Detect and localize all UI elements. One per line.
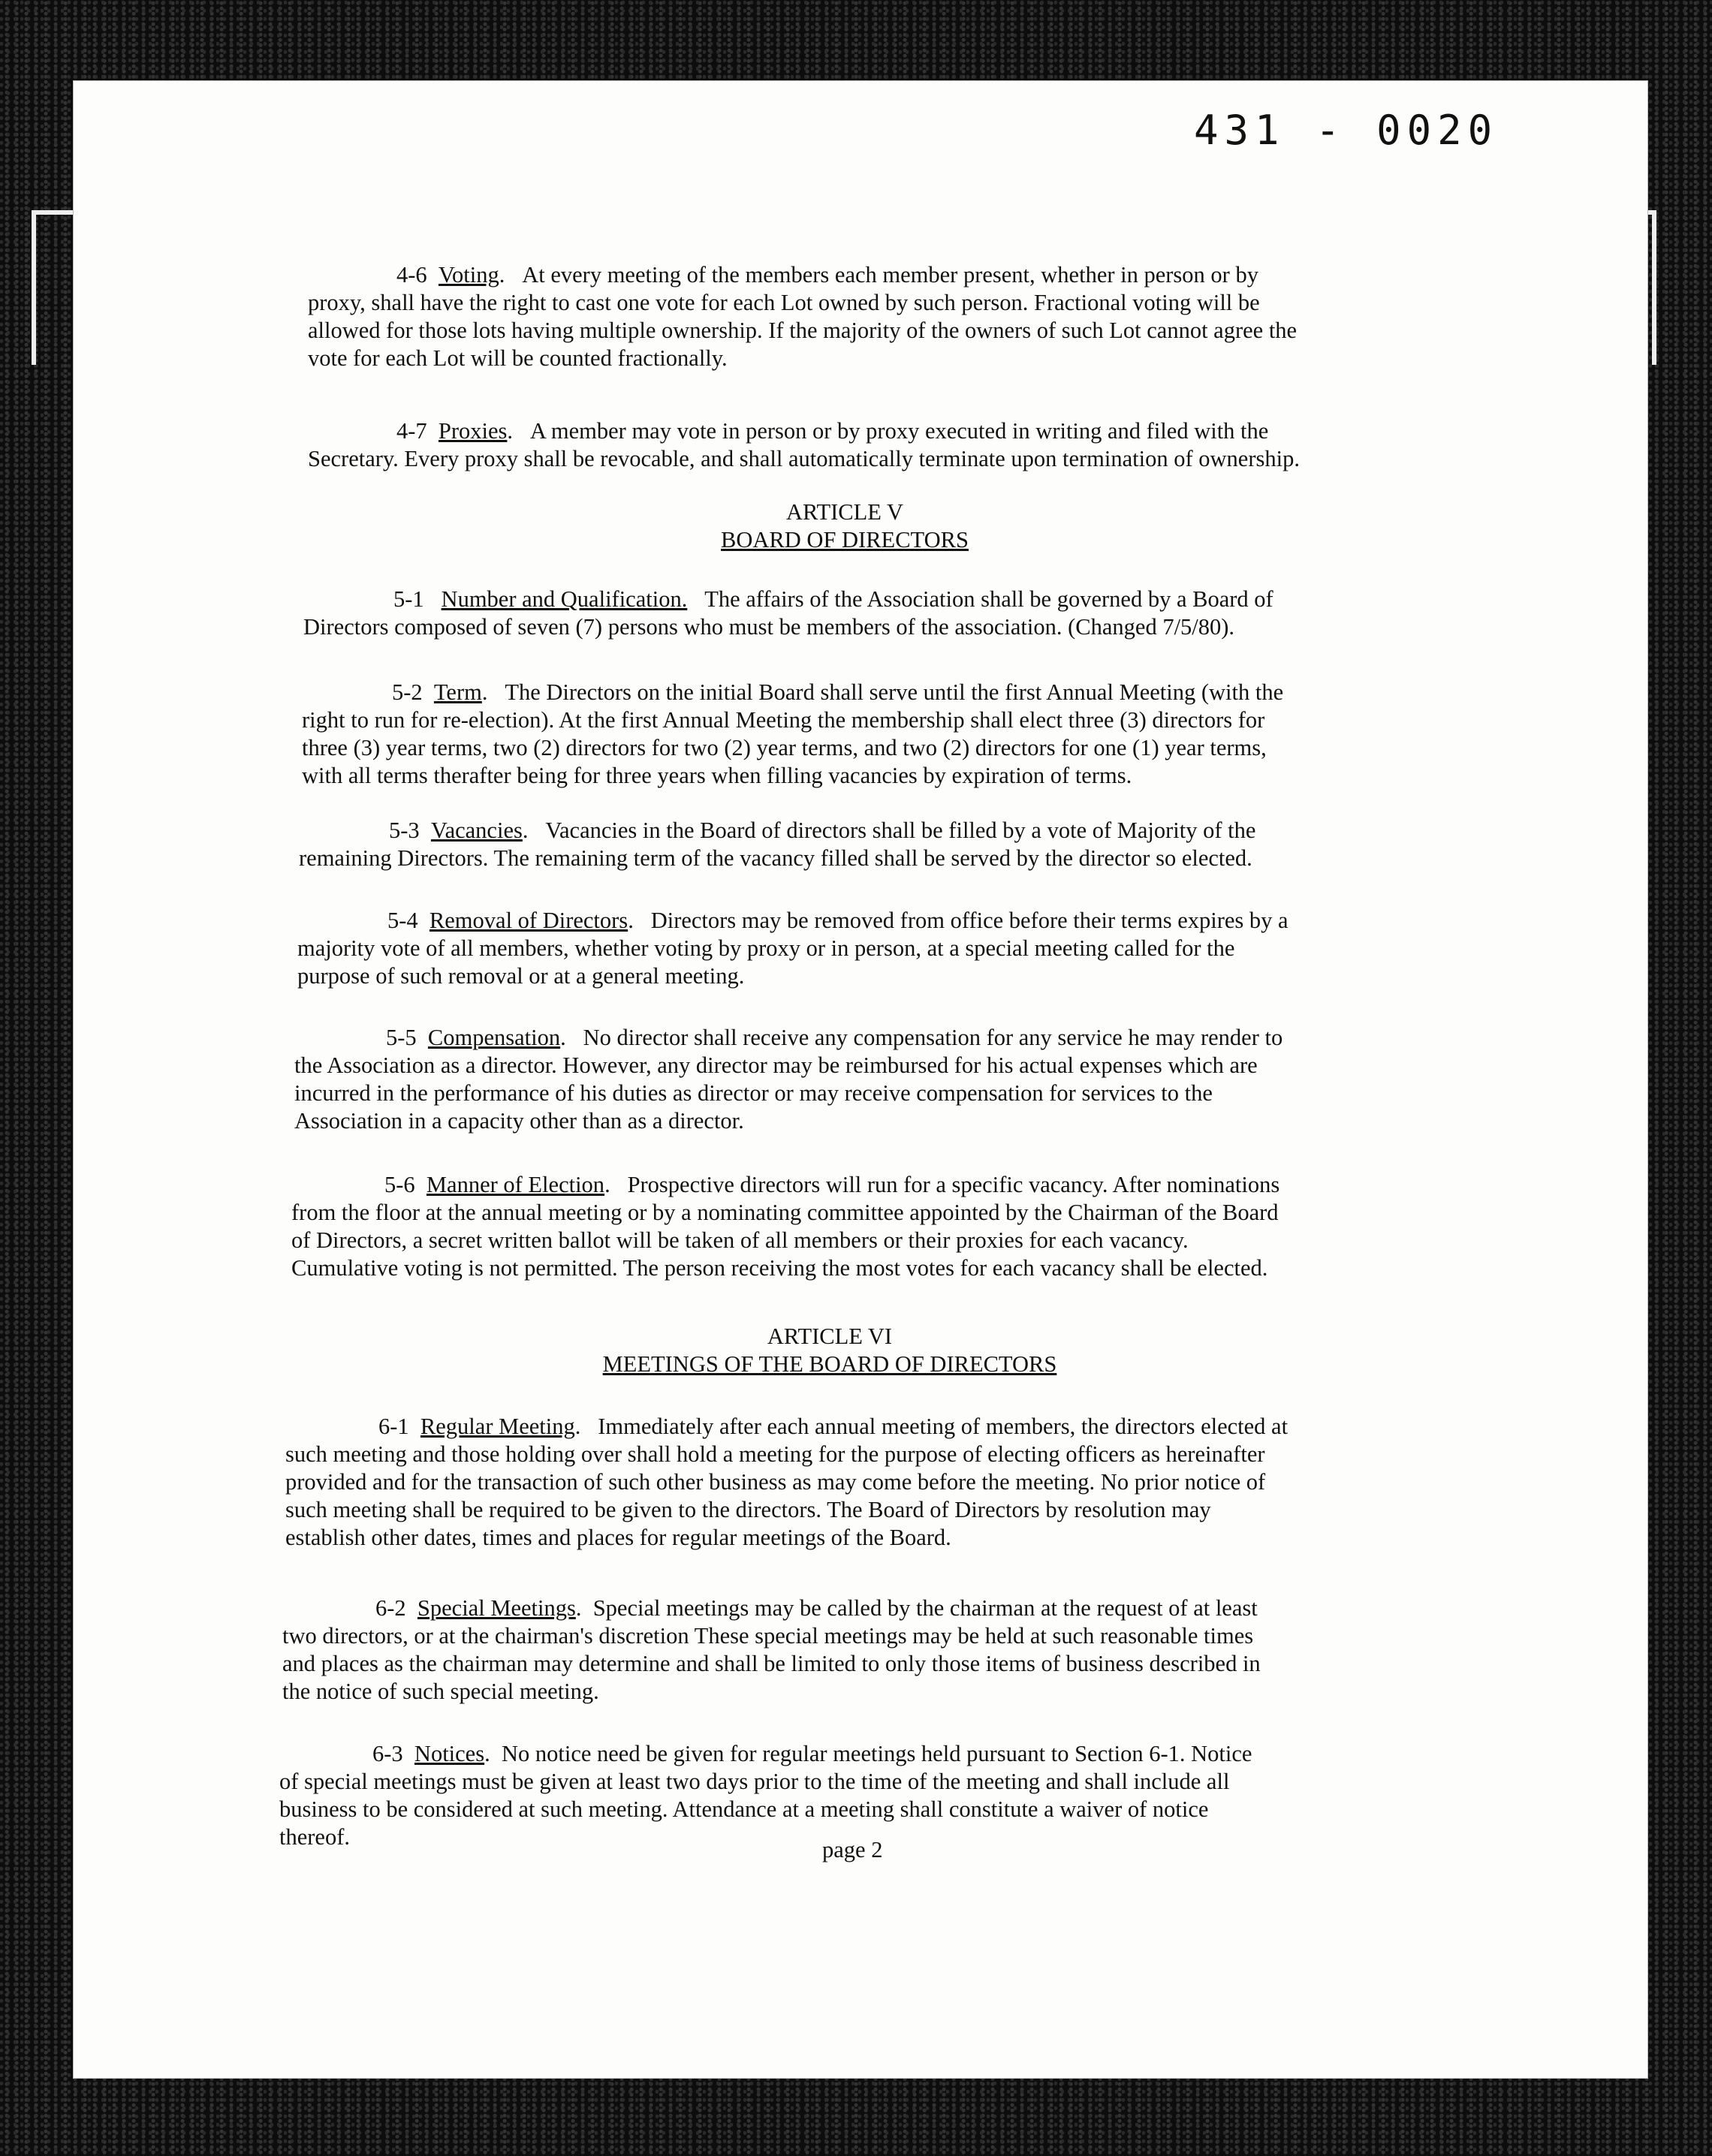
section-title: Notices — [414, 1741, 485, 1766]
section-5-6: 5-6 Manner of Election. Prospective directors will run for a specific vacancy. After nominations from the floor at the annual meeting or by a nominating committee appointed by the Chairman of the Board of Directors, a secret written ballot will be taken of all members or their proxies for each vacancy. Cumulative voting is not permitted. The person receiving the most votes for each vacancy shall be elected. — [291, 1172, 1280, 1281]
section-line: thereof. — [279, 1824, 350, 1850]
section-number: 5-4 — [387, 908, 418, 933]
section-line: right to run for re-election). At the first Annual Meeting the membership shall elect three (3) directors for — [302, 707, 1265, 733]
section-line: such meeting shall be required to be given to the directors. The Board of Directors by resolution may — [285, 1497, 1211, 1522]
page-number: page 2 — [822, 1837, 883, 1862]
section-line: allowed for those lots having multiple ownership. If the majority of the owners of such Lot cannot agree the — [308, 318, 1298, 343]
section-number: 6-3 — [372, 1741, 403, 1766]
section-title: Term — [433, 679, 482, 705]
section-line: vote for each Lot will be counted fractionally. — [308, 345, 728, 371]
section-title: Removal of Directors — [429, 908, 628, 933]
section-line: purpose of such removal or at a general meeting. — [297, 963, 745, 989]
article-label: ARTICLE VI — [767, 1323, 893, 1349]
section-4-6: 4-6 Voting. At every meeting of the members each member present, whether in person or by proxy, shall have the right to cast one vote for each Lot owned by such person. Fractional voting will be allowed for those lots having multiple ownership. If the majority of the owners of such Lot cannot agree the vote for each Lot will be counted fractionally. — [308, 262, 1298, 371]
section-line: Immediately after each annual meeting of members, the directors elected at — [598, 1414, 1289, 1439]
section-line: No director shall receive any compensation for any service he may render to — [583, 1025, 1283, 1050]
section-number: 6-1 — [378, 1414, 409, 1439]
section-title: Voting — [438, 262, 499, 288]
section-line: Association in a capacity other than as a director. — [294, 1108, 744, 1134]
section-5-2: 5-2 Term. The Directors on the initial Board shall serve until the first Annual Meeting (with the right to run for re-election). At the first Annual Meeting the membership shall elect three (3) directors for three (3) year terms, two (2) directors for two (2) year terms, and two (2) directors for one (1) year terms, with all terms therafter being for three years when filling vacancies by expiration of terms. — [302, 679, 1284, 788]
section-line: Secretary. Every proxy shall be revocable, and shall automatically terminate upon termination of ownership. — [308, 446, 1300, 471]
section-line: The Directors on the initial Board shall serve until the first Annual Meeting (with the — [505, 679, 1284, 705]
section-line: Directors composed of seven (7) persons who must be members of the association. (Changed 7/5/80). — [303, 614, 1235, 640]
section-line: The affairs of the Association shall be governed by a Board of — [704, 586, 1273, 612]
section-title: Regular Meeting — [420, 1414, 575, 1439]
section-line: Prospective directors will run for a specific vacancy. After nominations — [627, 1172, 1280, 1197]
section-number: 4-7 — [396, 418, 427, 444]
section-line: the Association as a director. However, any director may be reimbursed for his actual expenses which are — [294, 1052, 1258, 1078]
section-5-3: 5-3 Vacancies. Vacancies in the Board of directors shall be filled by a vote of Majority of the remaining Directors. The remaining term of the vacancy filled shall be served by the director so elected. — [299, 818, 1256, 871]
section-line: Directors may be removed from office before their terms expires by a — [650, 908, 1289, 933]
section-number: 5-6 — [384, 1172, 415, 1197]
section-line: incurred in the performance of his duties as director or may receive compensation for services to the — [294, 1080, 1213, 1106]
section-line: with all terms therafter being for three years when filling vacancies by expiration of terms. — [302, 763, 1132, 788]
section-5-4: 5-4 Removal of Directors. Directors may be removed from office before their terms expires by a majority vote of all members, whether voting by proxy or in person, at a special meeting called for the purpose of such removal or at a general meeting. — [297, 908, 1289, 989]
section-4-7: 4-7 Proxies. A member may vote in person or by proxy executed in writing and filed with the Secretary. Every proxy shall be revocable, and shall automatically terminate upon termination of ownership. — [308, 418, 1300, 471]
section-line: of special meetings must be given at least two days prior to the time of the meeting and shall include all — [279, 1769, 1230, 1794]
section-title: Special Meetings — [417, 1595, 576, 1621]
article-heading — [556, 1323, 1104, 1378]
section-title: Proxies — [438, 418, 508, 444]
section-title: Compensation — [427, 1025, 561, 1050]
section-line: three (3) year terms, two (2) directors for two (2) year terms, and two (2) directors for one (1) year terms, — [302, 735, 1267, 760]
section-line: majority vote of all members, whether voting by proxy or in person, at a special meeting called for the — [297, 935, 1235, 961]
section-line: provided and for the transaction of such other business as may come before the meeting. No prior notice of — [285, 1469, 1266, 1495]
article-heading — [676, 498, 1014, 554]
section-line: proxy, shall have the right to cast one vote for each Lot owned by such person. Fractional voting will be — [308, 290, 1260, 315]
section-line: At every meeting of the members each member present, whether in person or by — [522, 262, 1258, 288]
section-5-5: 5-5 Compensation. No director shall receive any compensation for any service he may render to the Association as a director. However, any director may be reimbursed for his actual expenses which are incurred in the performance of his duties as director or may receive compensation for services to the Association in a capacity other than as a director. — [294, 1025, 1283, 1134]
section-6-2: 6-2 Special Meetings. Special meetings may be called by the chairman at the request of at least two directors, or at the chairman's discretion These special meetings may be held at such reasonable times and places as the chairman may determine and shall be limited to only those items of business described in the notice of such special meeting. — [282, 1595, 1261, 1704]
section-number: 5-5 — [386, 1025, 417, 1050]
section-number: 5-3 — [389, 818, 420, 843]
article-title: BOARD OF DIRECTORS — [721, 527, 969, 553]
section-line: Cumulative voting is not permitted. The person receiving the most votes for each vacancy shall be elected. — [291, 1255, 1268, 1281]
section-line: and places as the chairman may determine and shall be limited to only those items of business described in — [282, 1651, 1261, 1676]
section-line: from the floor at the annual meeting or by a nominating committee appointed by the Chairman of the Board — [291, 1200, 1279, 1225]
section-line: establish other dates, times and places for regular meetings of the Board. — [285, 1525, 951, 1550]
article-label: ARTICLE V — [785, 499, 904, 525]
section-number: 5-2 — [392, 679, 423, 705]
section-number: 6-2 — [375, 1595, 406, 1621]
section-line: A member may vote in person or by proxy executed in writing and filed with the — [529, 418, 1269, 444]
section-title: Vacancies — [430, 818, 523, 843]
section-line: such meeting and those holding over shall hold a meeting for the purpose of electing officers as hereinafter — [285, 1441, 1265, 1467]
section-line: remaining Directors. The remaining term of the vacancy filled shall be served by the director so elected. — [299, 845, 1252, 871]
section-line: the notice of such special meeting. — [282, 1679, 599, 1704]
section-line: two directors, or at the chairman's discretion These special meetings may be held at such reasonable times — [282, 1623, 1254, 1649]
document-number: 431 - 0020 — [1194, 107, 1499, 154]
section-number: 5-1 — [393, 586, 424, 612]
section-number: 4-6 — [396, 262, 427, 288]
section-5-1 — [303, 586, 1273, 641]
section-line: Special meetings may be called by the chairman at the request of at least — [592, 1595, 1258, 1621]
section-title: Manner of Election — [426, 1172, 605, 1197]
section-line: business to be considered at such meeting. Attendance at a meeting shall constitute a waiver of notice — [279, 1796, 1209, 1822]
section-line: No notice need be given for regular meetings held pursuant to Section 6-1. Notice — [501, 1741, 1252, 1766]
section-6-1: 6-1 Regular Meeting. Immediately after each annual meeting of members, the directors elected at such meeting and those holding over shall hold a meeting for the purpose of electing officers as hereinafter provided and for the transaction of such other business as may come before the meeting. No prior notice of such meeting shall be required to be given to the directors. The Board of Directors by resolution may establish other dates, times and places for regular meetings of the Board. — [285, 1414, 1289, 1550]
section-line: Vacancies in the Board of directors shall be filled by a vote of Majority of the — [545, 818, 1256, 843]
section-6-3: 6-3 Notices. No notice need be given for regular meetings held pursuant to Section 6-1. Notice of special meetings must be given at least two days prior to the time of the meeting and shall include all business to be considered at such meeting. Attendance at a meeting shall constitute a waiver of notice thereof. — [279, 1741, 1252, 1850]
section-line: of Directors, a secret written ballot will be taken of all members or their proxies for each vacancy. — [291, 1227, 1189, 1253]
section-title: Number and Qualification. — [441, 586, 688, 612]
article-title: MEETINGS OF THE BOARD OF DIRECTORS — [602, 1351, 1057, 1377]
